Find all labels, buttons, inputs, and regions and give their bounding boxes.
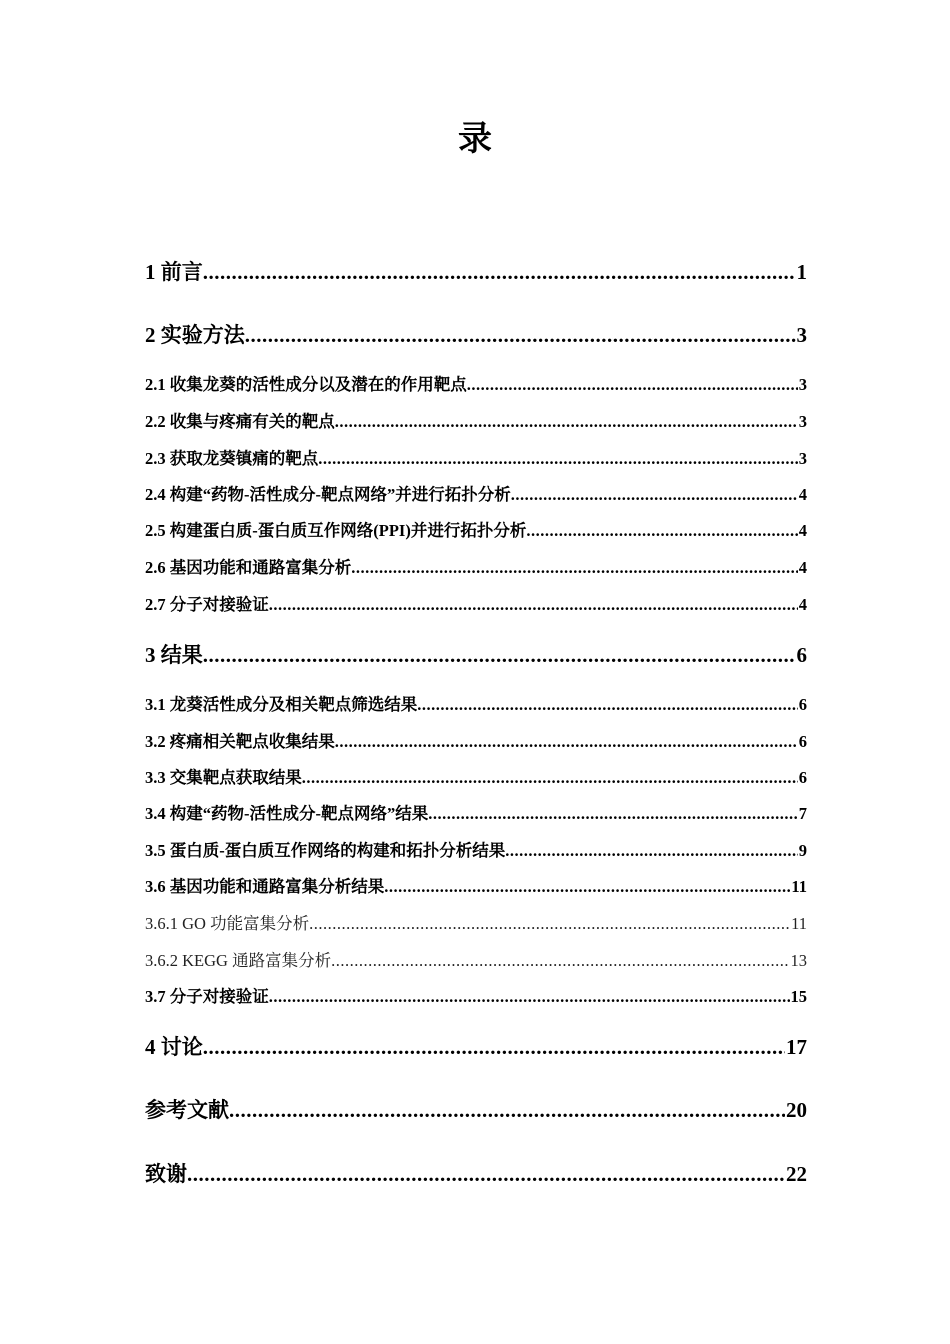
toc-entry-2-4[interactable]	[145, 484, 807, 506]
toc-entry-3-2[interactable]	[145, 731, 807, 753]
dot-leader	[245, 321, 796, 349]
toc-entry-page: 3	[798, 449, 807, 468]
toc-entry-3-5[interactable]	[145, 840, 807, 862]
dot-leader	[417, 694, 798, 716]
toc-entry-3-3[interactable]	[145, 767, 807, 789]
toc-entry-page: 13	[790, 951, 807, 970]
toc-entry-results[interactable]	[145, 641, 807, 669]
toc-entry-page: 3	[796, 323, 807, 347]
dot-leader	[526, 520, 797, 542]
toc-entry-label: 2 实验方法	[145, 323, 245, 347]
dot-leader	[351, 557, 798, 579]
toc-entry-label: 2.2 收集与疼痛有关的靶点	[145, 412, 335, 431]
toc-entry-page: 6	[798, 732, 807, 751]
toc-entry-page: 4	[798, 521, 807, 540]
toc-entry-label: 致谢	[145, 1162, 187, 1186]
dot-leader	[335, 731, 798, 753]
toc-entry-3-6-1[interactable]	[145, 913, 807, 935]
toc-entry-label: 3.2 疼痛相关靶点收集结果	[145, 732, 335, 751]
dot-leader	[302, 767, 798, 789]
toc-entry-2-5[interactable]	[145, 520, 807, 542]
dot-leader	[203, 258, 796, 286]
toc-entry-3-1[interactable]	[145, 694, 807, 716]
toc-entry-label: 3.3 交集靶点获取结果	[145, 768, 302, 787]
toc-entry-page: 15	[790, 987, 807, 1006]
dot-leader	[505, 840, 798, 862]
toc-entry-discussion[interactable]	[145, 1033, 807, 1061]
toc-entry-page: 20	[786, 1098, 807, 1122]
toc-entry-methods[interactable]	[145, 321, 807, 349]
toc-entry-page: 22	[786, 1162, 807, 1186]
toc-entry-page: 4	[798, 485, 807, 504]
toc-entry-label: 2.5 构建蛋白质-蛋白质互作网络(PPI)并进行拓扑分析	[145, 521, 527, 540]
dot-leader	[269, 594, 798, 616]
dot-leader	[229, 1096, 785, 1124]
toc-entry-page: 4	[798, 595, 807, 614]
toc-entry-2-1[interactable]	[145, 374, 807, 396]
toc-entry-label: 3.4 构建“药物-活性成分-靶点网络”结果	[145, 804, 429, 823]
toc-entry-page: 11	[791, 877, 807, 896]
toc-entry-2-7[interactable]	[145, 594, 807, 616]
toc-entry-2-2[interactable]	[145, 411, 807, 433]
toc-entry-page: 6	[798, 768, 807, 787]
dot-leader	[203, 641, 796, 669]
dot-leader	[269, 986, 790, 1008]
toc-entry-3-6-2[interactable]	[145, 950, 807, 972]
toc-entry-page: 6	[796, 643, 807, 667]
dot-leader	[187, 1160, 785, 1188]
toc-entry-label: 3.7 分子对接验证	[145, 987, 269, 1006]
toc-entry-label: 4 讨论	[145, 1035, 203, 1059]
toc-entry-label: 3.6.2 KEGG 通路富集分析	[145, 951, 332, 970]
toc-entry-preface[interactable]	[145, 258, 807, 286]
toc-entry-3-6[interactable]	[145, 876, 807, 898]
toc-entry-label: 3.5 蛋白质-蛋白质互作网络的构建和拓扑分析结果	[145, 841, 506, 860]
toc-entry-page: 4	[798, 558, 807, 577]
toc-entry-page: 3	[798, 375, 807, 394]
toc-entry-page: 17	[786, 1035, 807, 1059]
toc-entry-page: 9	[798, 841, 807, 860]
dot-leader	[331, 950, 789, 972]
toc-entry-3-7[interactable]	[145, 986, 807, 1008]
toc-entry-2-3[interactable]	[145, 448, 807, 470]
toc-entry-3-4[interactable]	[145, 803, 807, 825]
toc-entry-label: 2.7 分子对接验证	[145, 595, 269, 614]
toc-entry-acknowledgements[interactable]	[145, 1160, 807, 1188]
toc-entry-label: 3.1 龙葵活性成分及相关靶点筛选结果	[145, 695, 418, 714]
toc-entry-2-6[interactable]	[145, 557, 807, 579]
dot-leader	[384, 876, 790, 898]
toc-entry-page: 7	[798, 804, 807, 823]
toc-entry-label: 3 结果	[145, 643, 203, 667]
toc-entry-label: 参考文献	[145, 1098, 229, 1122]
dot-leader	[203, 1033, 785, 1061]
toc-entry-label: 2.1 收集龙葵的活性成分以及潜在的作用靶点	[145, 375, 467, 394]
dot-leader	[309, 913, 790, 935]
dot-leader	[467, 374, 798, 396]
toc-entry-label: 2.6 基因功能和通路富集分析	[145, 558, 352, 577]
toc-entry-label: 2.4 构建“药物-活性成分-靶点网络”并进行拓扑分析	[145, 485, 511, 504]
toc-entry-references[interactable]	[145, 1096, 807, 1124]
toc-entry-page: 11	[791, 914, 807, 933]
toc-entry-page: 1	[796, 260, 807, 284]
toc-entry-label: 3.6 基因功能和通路富集分析结果	[145, 877, 385, 896]
toc-entry-page: 6	[798, 695, 807, 714]
toc-entry-label: 3.6.1 GO 功能富集分析	[145, 914, 310, 933]
page-title: 录	[458, 121, 492, 158]
dot-leader	[335, 411, 798, 433]
dot-leader	[428, 803, 798, 825]
dot-leader	[318, 448, 798, 470]
dot-leader	[511, 484, 798, 506]
toc-entry-label: 1 前言	[145, 260, 203, 284]
toc-entry-page: 3	[798, 412, 807, 431]
toc-entry-label: 2.3 获取龙葵镇痛的靶点	[145, 449, 319, 468]
